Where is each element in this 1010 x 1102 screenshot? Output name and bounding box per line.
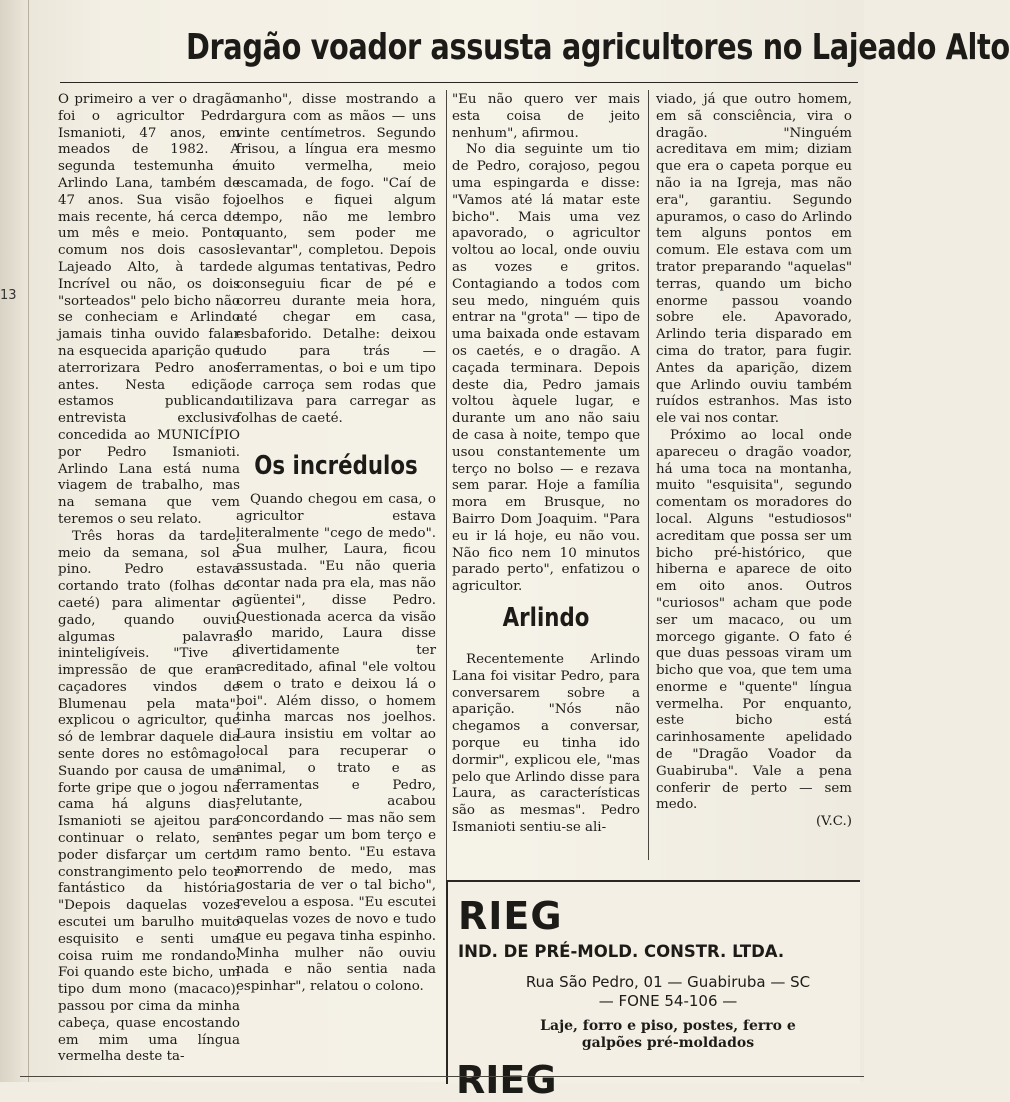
ad-products-line: Laje, forro e piso, postes, ferro e — [540, 1018, 796, 1034]
article-paragraph: Recentemente Arlindo Lana foi visitar Pedro, para conversarem sobre a aparição. "Nós não chegamos a conversar, porque eu tinha ido dormir", explicou ele, "mas pelo que Arlindo disse para Laura, as características são as mesmas". Pedro Ismanioti sentiu-se ali- — [452, 652, 640, 835]
subheading: Arlindo — [502, 603, 590, 633]
author-signoff: (V.C.) — [815, 814, 852, 830]
ad-phone: — FONE 54-106 — — [598, 992, 738, 1010]
headline: Dragão voador assusta agricultores no Lajeado Alto — [186, 27, 1010, 68]
article-column-2-continued — [236, 492, 436, 996]
article-paragraph: No dia seguinte um tio de Pedro, corajoso, pegou uma espingarda e disse: "Vamos até lá matar este bicho". Mais uma vez apavorado, o agricultor voltou ao local, onde ouviu as vozes e gritos. Contagiando a todos com seu medo, ninguém quis entrar na "grota" — tipo de uma baixada onde estavam os caetés, e o dragão. A caçada terminara. Depois deste dia, Pedro jamais voltou àquele lugar, e durante um ano não saiu de casa à noite, tempo que usou constantemente um terço no bolso — e rezava sem parar. Hoje a família mora em Brusque, no Bairro Dom Joaquim. "Para eu ir lá hoje, eu não vou. Não fico nem 10 minutos parado perto", enfatizou o agricultor. — [452, 142, 640, 595]
article-paragraph: Quando chegou em casa, o agricultor estava literalmente "cego de medo". Sua mulher, Laura, ficou assustada. "Eu não queria contar nada pra ela, mas não agüentei", disse Pedro. Questionada acerca da visão do marido, Laura disse divertidamente ter acreditado, afinal "ele voltou sem o trato e deixou lá o boi". Além disso, o homem tinha marcas nos joelhos. Laura insistiu em voltar ao local para recuperar o animal, o trato e as ferramentas e Pedro, relutante, acabou concordando — mas não sem antes pegar um bom terço e um ramo bento. "Eu estava morrendo de medo, mas gostaria de ver o tal bicho", revelou a esposa. "Eu escutei aquelas vozes de novo e tudo que eu pegava tinha espinho. Minha mulher não ouviu nada e não sentia nada espinhar", relatou o colono. — [236, 492, 436, 995]
headline-rule — [60, 82, 858, 83]
advertisement — [446, 880, 860, 1084]
ad-logo: RIEG — [458, 894, 563, 938]
article-column-1 — [58, 92, 240, 1065]
ad-address: Rua São Pedro, 01 — Guabiruba — SC — [525, 973, 811, 991]
article-column-3 — [452, 92, 640, 596]
article-paragraph: O primeiro a ver o dragão foi o agricultor Pedro Ismanioti, 47 anos, em meados de 1982. A segunda testemunha é Arlindo Lana, também de 47 anos. Sua visão foi mais recente, há cerca de um mês e meio. Ponto comum nos dois casos: Lajeado Alto, à tarde. Incrível ou não, os dois "sorteados" pelo bicho não se conheciam e Arlindo jamais tinha ouvido falar na esquecida aparição que aterrorizara Pedro anos antes. Nesta edição, estamos publicando entrevista exclusiva concedida ao MUNICÍPIO por Pedro Ismanioti. Arlindo Lana está numa viagem de trabalho, mas na semana que vem teremos o seu relato. — [58, 92, 240, 527]
article-column-2 — [236, 92, 436, 428]
ad-logo-repeat: RIEG — [456, 1058, 557, 1102]
article-paragraph: viado, já que outro homem, em sã consciência, vira o dragão. "Ninguém acreditava em mim; diziam que era o capeta porque eu não ia na Igreja, mas não era", garantiu. Segundo apuramos, o caso do Arlindo tem alguns pontos em comum. Ele estava com um trator preparando "aquelas" terras, quando um bicho enorme passou voando sobre ele. Apavorado, Arlindo teria disparado em cima do trator, para fugir. Antes da aparição, dizem que Arlindo ouviu também ruídos estranhos. Mas isto ele vai nos contar. — [656, 92, 852, 427]
ad-products — [488, 1018, 848, 1052]
ad-products-line: galpões pré-moldados — [581, 1035, 755, 1051]
previous-page-edge — [0, 0, 29, 1082]
article-paragraph: Próximo ao local onde apareceu o dragão voador, há uma toca na montanha, muito "esquisita", segundo comentam os moradores do local. Alguns "estudiosos" acreditam que possa ser um bicho pré-histórico, que hiberna e aparece de oito em oito anos. Outros "curiosos" acham que pode ser um macaco, ou um morcego gigante. O fato é que duas pessoas viram um bicho que voa, que tem uma enorme e "quente" língua vermelha. Por enquanto, este bicho está carinhosamente apelidado de "Dragão Voador da Guabiruba". Vale a pena conferir de perto — sem medo. — [656, 427, 852, 813]
article-paragraph: Três horas da tarde, meio da semana, sol a pino. Pedro estava cortando trato (folhas de caeté) para alimentar o gado, quando ouviu algumas palavras ininteligíveis. "Tive a impressão de que eram caçadores vindos de Blumenau pela mata", explicou o agricultor, que só de lembrar daquele dia sente dores no estômago. Suando por causa de uma forte gripe que o jogou na cama há alguns dias, Ismanioti se ajeitou para continuar o relato, sem poder disfarçar um certo constrangimento pelo teor fantástico da história. "Depois daquelas vozes escutei um barulho muito esquisito e senti uma coisa ruim me rondando. Foi quando este bicho, um tipo dum mono (macaco), passou por cima da minha cabeça, quase encostando em mim uma língua vermelha deste ta- — [58, 528, 240, 1065]
subheading: Os incrédulos — [254, 451, 418, 481]
article-paragraph: manho", disse mostrando a largura com as mãos — uns vinte centímetros. Segundo frisou, a língua era mesmo muito vermelha, meio escamada, de fogo. "Caí de joelhos e fiquei algum tempo, não me lembro quanto, sem poder me levantar", completou. Depois de algumas tentativas, Pedro conseguiu ficar de pé e correu durante meia hora, até chegar em casa, esbaforido. Detalhe: deixou tudo para trás — ferramentas, o boi e um tipo de carroça sem rodas que utilizava para carregar as folhas de caeté. — [236, 92, 436, 427]
ad-company-name: IND. DE PRÉ-MOLD. CONSTR. LTDA. — [458, 942, 785, 961]
page-edge-number: 13 — [0, 288, 17, 303]
article-paragraph: "Eu não quero ver mais esta coisa de jeito nenhum", afirmou. — [452, 92, 640, 141]
article-column-4 — [656, 92, 852, 831]
article-column-3-continued — [452, 652, 640, 837]
column-rule — [648, 90, 649, 860]
bottom-rule — [20, 1076, 864, 1077]
